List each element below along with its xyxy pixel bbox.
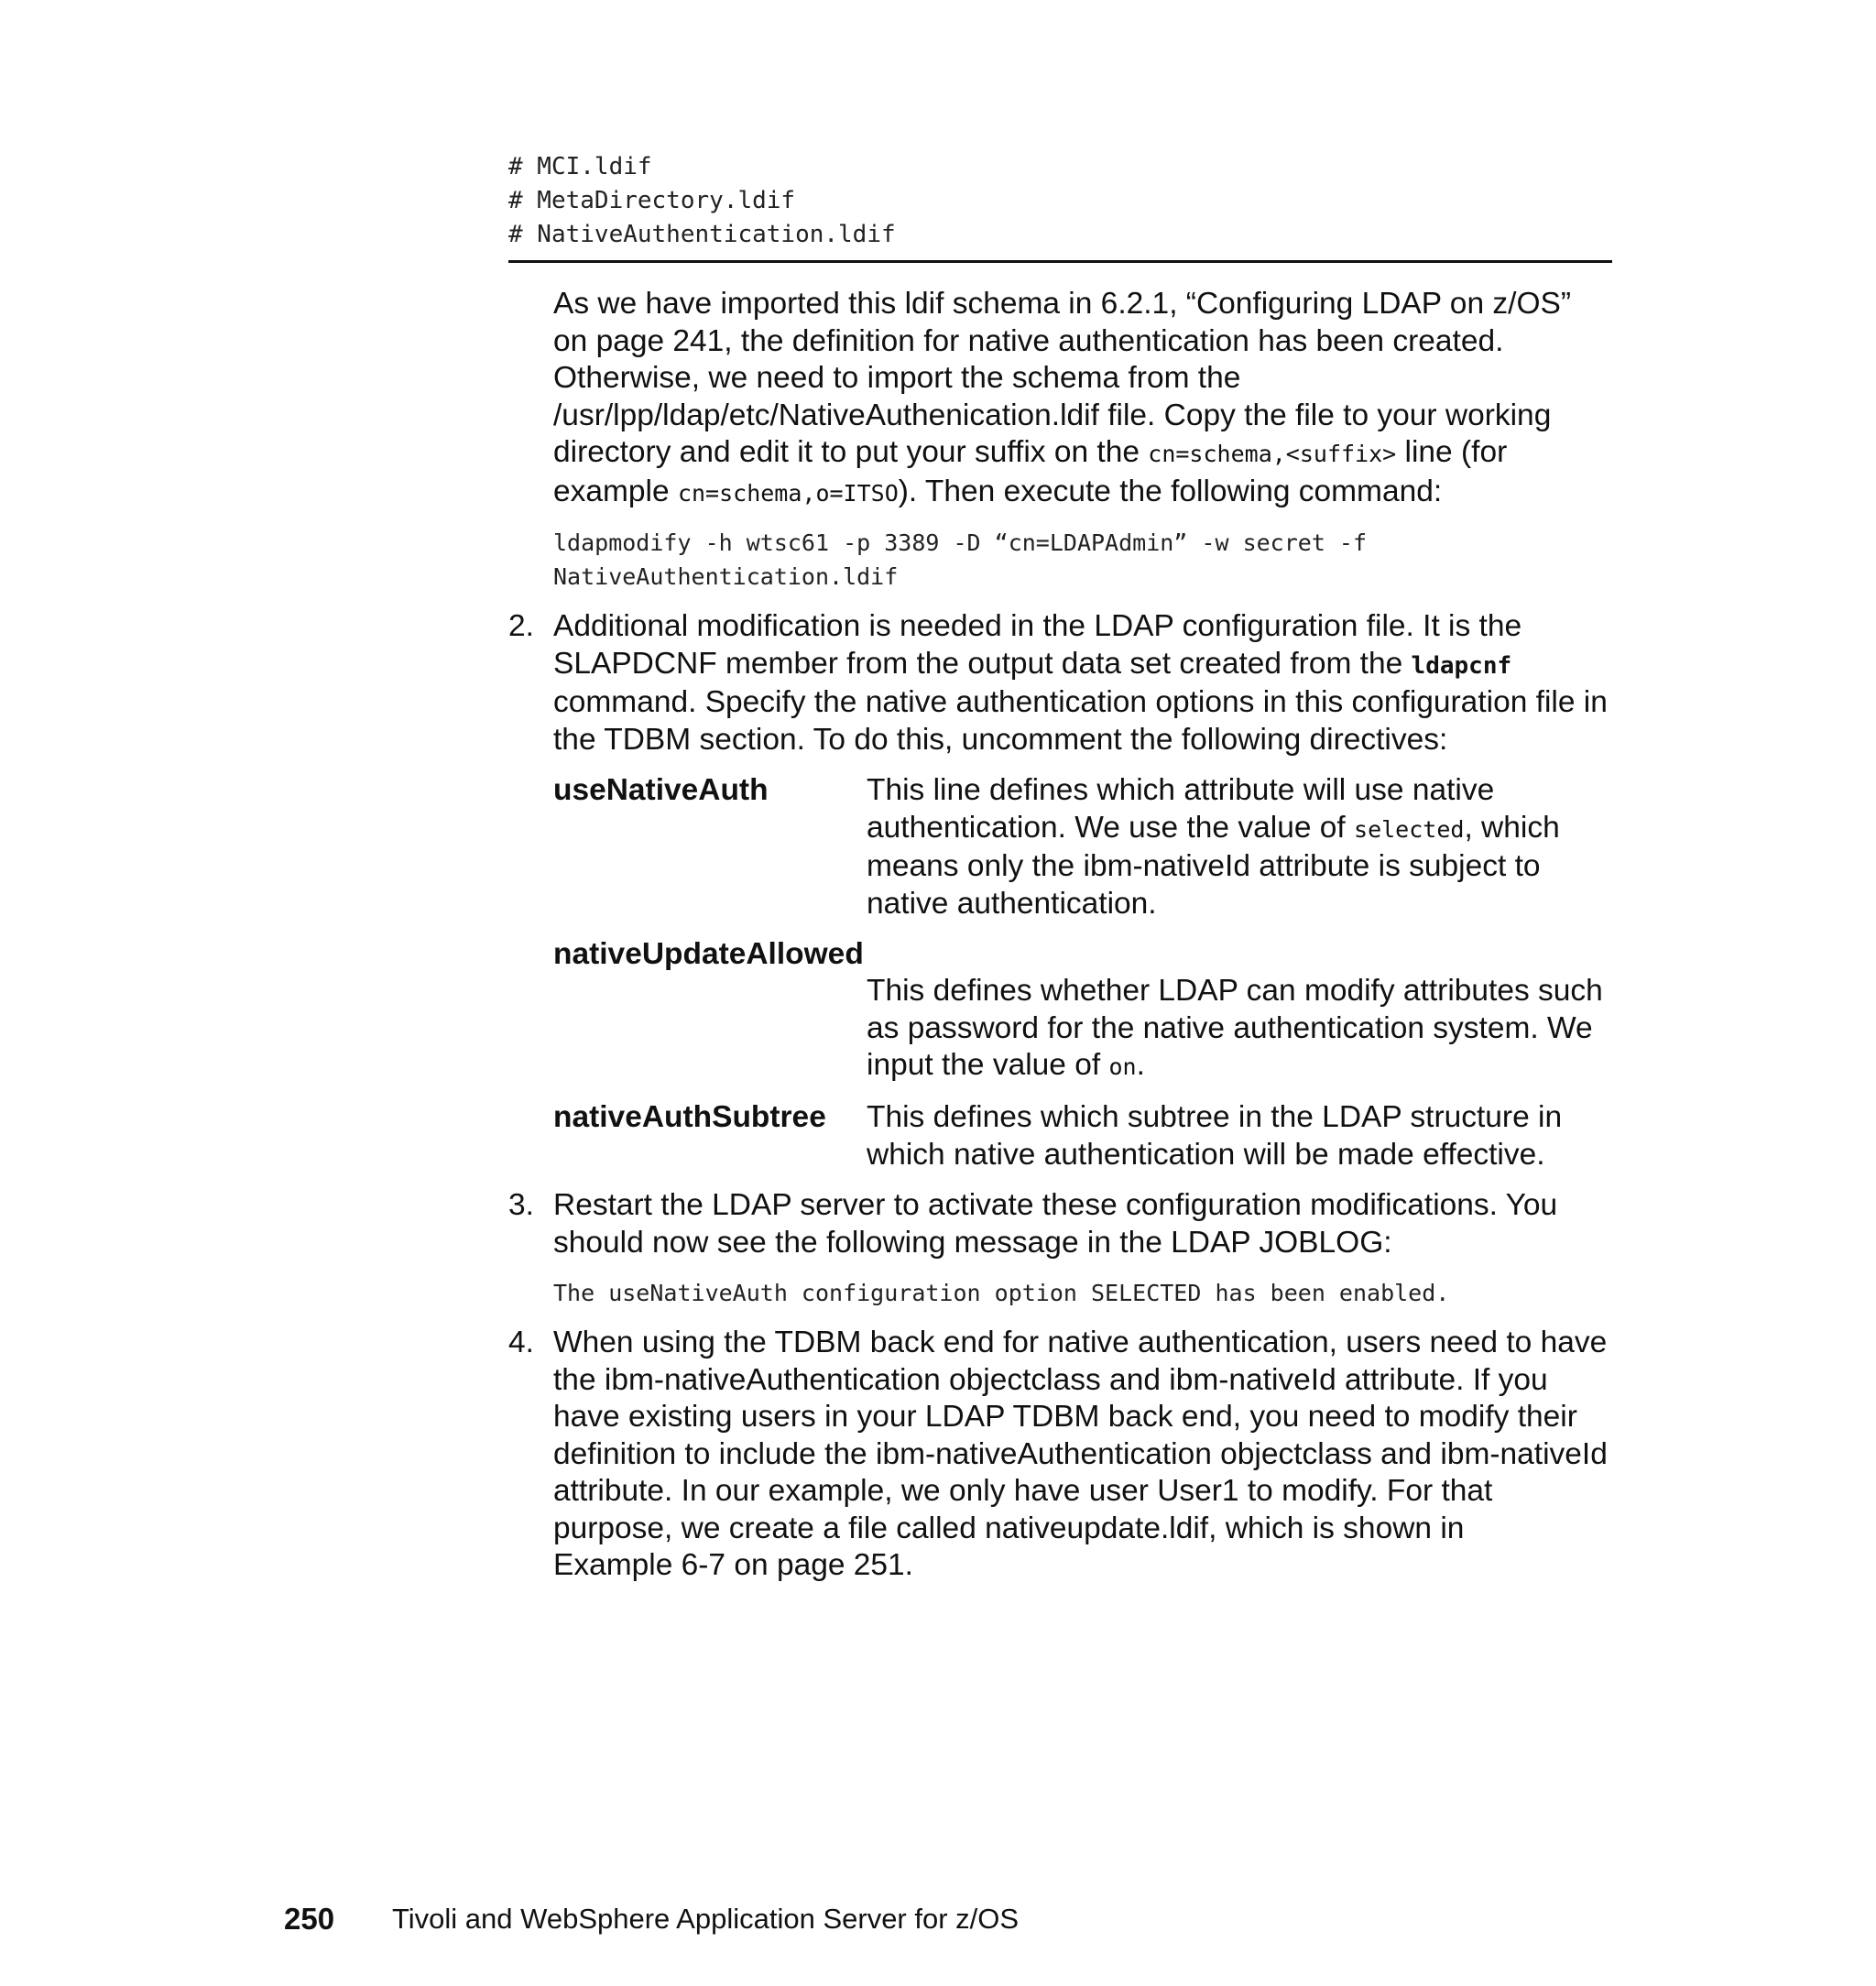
text-line: Example 6-7 on page 251. [553,1548,913,1582]
text-span: SLAPDCNF member from the output data set created from the [553,646,1412,681]
directive-definition [867,772,1618,922]
text-line [553,474,1616,513]
text-line: means only the ibm-nativeId attribute is subject to [867,849,1541,883]
text-span: input the value of [867,1048,1109,1082]
directive-term: nativeUpdateAllowed [553,937,864,971]
code-line: # NativeAuthentication.ldif [508,221,896,248]
text-line: This defines which subtree in the LDAP structure in [867,1100,1563,1134]
text-line: command. Specify the native authentication options in this configuration file in [553,685,1608,719]
step-2-paragraph [553,608,1616,758]
text-line [867,1047,1618,1086]
text-line: This defines whether LDAP can modify attributes such [867,974,1603,1008]
code-line: # MetaDirectory.ldif [508,187,796,214]
text-line: definition to include the ibm-nativeAuthentication objectclass and ibm-nativeId [553,1436,1608,1471]
text-span: example [553,474,678,508]
inline-code-bold: ldapcnf [1411,651,1512,680]
step-4-paragraph [553,1325,1616,1585]
text-line: purpose, we create a file called nativeupdate.ldif, which is shown in [553,1511,1465,1545]
step-number: 2. [508,609,534,643]
code-listing-top [508,150,1608,252]
directive-term: nativeAuthSubtree [553,1100,826,1134]
text-line [553,434,1616,474]
text-line: on page 241, the definition for native authentication has been created. [553,323,1504,358]
text-span: . [1136,1048,1145,1082]
inline-code: selected [1354,815,1465,843]
text-line: /usr/lpp/ldap/etc/NativeAuthenication.ldif file. Copy the file to your working [553,398,1552,432]
text-line: the ibm-nativeAuthentication objectclass and ibm-nativeId attribute. If you [553,1362,1548,1397]
intro-paragraph [553,286,1616,512]
page-number: 250 [284,1902,335,1936]
text-line: When using the TDBM back end for native authentication, users need to have [553,1326,1608,1359]
code-divider [508,260,1612,263]
text-line [553,646,1616,685]
text-line: which native authentication will be made effective. [867,1137,1545,1172]
text-span: directory and edit it to put your suffix on the [553,435,1149,469]
text-line: As we have imported this ldif schema in 6.2.1, “Configuring LDAP on z/OS” [553,287,1571,321]
text-line: native authentication. [867,886,1157,921]
text-line: Otherwise, we need to import the schema from the [553,361,1241,395]
book-title: Tivoli and WebSphere Application Server for z/OS [392,1903,1020,1935]
text-line: attribute. In our example, we only have user User1 to modify. For that [553,1474,1493,1508]
directive-term: useNativeAuth [553,773,769,807]
text-line [867,810,1618,849]
directive-definition [867,1099,1618,1173]
inline-code: on [1108,1053,1137,1080]
text-line: should now see the following message in the LDAP JOBLOG: [553,1225,1392,1260]
inline-code: cn=schema,o=ITSO [677,479,899,507]
text-line: as password for the native authentication system. We [867,1010,1593,1045]
step-number: 3. [508,1188,534,1222]
command-line: NativeAuthentication.ldif [553,563,899,590]
text-span: authentication. We use the value of [867,810,1355,845]
text-line: This line defines which attribute will use native [867,773,1495,807]
text-line: Restart the LDAP server to activate these configuration modifications. You [553,1188,1558,1222]
directive-definition [867,973,1618,1086]
text-line: have existing users in your LDAP TDBM back end, you need to modify their [553,1400,1577,1434]
inline-code: cn=schema,<suffix> [1148,441,1397,467]
step-number: 4. [508,1326,534,1359]
text-span: , which [1464,810,1560,845]
text-line: Additional modification is needed in the LDAP configuration file. It is the [553,609,1522,643]
text-span: line (for [1396,435,1508,469]
code-line: # MCI.ldif [508,153,652,180]
command-line: ldapmodify -h wtsc61 -p 3389 -D “cn=LDAPAdmin” -w secret -f [553,529,1368,556]
joblog-message: The useNativeAuth configuration option SELECTED has been enabled. [553,1280,1450,1306]
step-3-paragraph [553,1187,1616,1261]
text-span: ). Then execute the following command: [898,474,1443,508]
text-line: the TDBM section. To do this, uncomment the following directives: [553,722,1448,757]
